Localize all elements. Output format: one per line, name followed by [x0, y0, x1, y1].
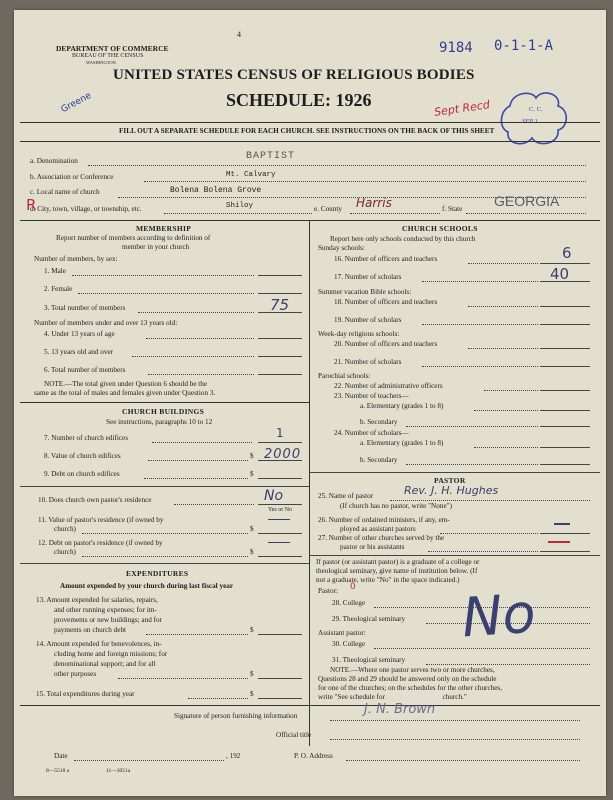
- membership-note-1: NOTE.—The total given under Question 6 should be the: [44, 380, 208, 388]
- q15-label: 15. Total expenditures during year: [36, 690, 135, 698]
- under-over-label: Number of members under and over 13 years old:: [34, 319, 178, 327]
- schools-title: CHURCH SCHOOLS: [402, 224, 478, 233]
- q8-value-label: 8. Value of church edifices: [44, 452, 121, 460]
- q6-total-label: 6. Total number of members: [44, 366, 126, 374]
- q13-line-3: provements or new buildings; and for: [54, 616, 162, 624]
- sunday-schools-label: Sunday schools:: [318, 244, 365, 252]
- q14-line-1: 14. Amount expended for benevolences, in-: [36, 640, 162, 648]
- department-label: DEPARTMENT OF COMMERCE: [56, 44, 169, 53]
- po-address-label: P. O. Address: [294, 752, 333, 760]
- buildings-subtitle: See instructions, paragraphs 10 to 12: [106, 418, 213, 426]
- q11-label-1: 11. Value of pastor's residence (if owned by: [38, 516, 164, 524]
- date-year: , 192: [226, 752, 241, 760]
- state-label: f. State: [442, 205, 463, 213]
- q24b-label: b. Secondary: [360, 456, 398, 464]
- association-value: Mt. Calvary: [226, 171, 276, 179]
- schedule-title: SCHEDULE: 1926: [226, 90, 372, 110]
- pastor-note-1: NOTE.—Where one pastor serves two or more churches,: [330, 666, 495, 674]
- q3-total-label: 3. Total number of members: [44, 304, 126, 312]
- schools-intro: Report here only schools conducted by this church: [330, 235, 476, 243]
- q14-line-4: other purposes: [54, 670, 97, 678]
- q3-total-value: 75: [270, 296, 290, 314]
- date-label: Date: [54, 752, 68, 760]
- q23a-label: a. Elementary (grades 1 to 8): [360, 402, 444, 410]
- signature-label: Signature of person furnishing information: [174, 712, 298, 720]
- q23b-label: b. Secondary: [360, 418, 398, 426]
- association-label: b. Association or Conference: [30, 173, 114, 181]
- membership-intro-2: member in your church: [122, 243, 190, 251]
- q20-label: 20. Number of officers and teachers: [334, 340, 438, 348]
- oval-stamp-date: SEP 1: [522, 118, 538, 125]
- local-name-label: c. Local name of church: [30, 188, 100, 196]
- bureau-label: BUREAU OF THE CENSUS: [72, 53, 144, 59]
- pastor-note-3: for one of the churches; on the schedules for the other churches,: [318, 684, 503, 692]
- q9-dollar-sign: $: [250, 470, 254, 478]
- city-town-label: d. City, town, village, or township, etc.: [30, 205, 142, 213]
- expenditures-subtitle: Amount expended by your church during last fiscal year: [60, 582, 234, 590]
- q10-residence-label: 10. Does church own pastor's residence: [38, 496, 152, 504]
- q25-pastor-name: Rev. J. H. Hughes: [404, 484, 499, 497]
- membership-note-2: same as the total of males and females given under Question 3.: [34, 389, 216, 397]
- membership-intro-1: Report number of members according to definition of: [56, 234, 211, 242]
- q1-male-label: 1. Male: [44, 267, 66, 275]
- buildings-title: CHURCH BUILDINGS: [122, 407, 205, 416]
- q23-label: 23. Number of teachers—: [334, 392, 409, 400]
- instruction-bar: FILL OUT A SEPARATE SCHEDULE FOR EACH CHURCH. SEE INSTRUCTIONS ON THE BACK OF THIS SHEET: [119, 127, 495, 135]
- local-name-value: Bolena Bolena Grove: [170, 186, 262, 195]
- q8-dollar-sign: $: [250, 452, 254, 460]
- q4-under-13-label: 4. Under 13 years of age: [44, 330, 115, 338]
- signature-value: J. N. Brown: [364, 702, 436, 717]
- pencil-note-left: Greene: [59, 90, 94, 116]
- form-title: UNITED STATES CENSUS OF RELIGIOUS BODIES: [113, 67, 475, 83]
- expenditures-title: EXPENDITURES: [126, 569, 189, 578]
- print-code: 11—3051a: [106, 768, 131, 774]
- q7-edifices-label: 7. Number of church edifices: [44, 434, 129, 442]
- form-code: 8—5518 a: [46, 768, 70, 774]
- stamp-code: 0-1-1-A: [494, 38, 554, 54]
- state-value: GEORGIA: [494, 193, 560, 209]
- stamp-number: 9184: [439, 40, 473, 56]
- q10-residence-value: No: [264, 488, 284, 504]
- q27-label-2: pastor or his assistants: [340, 543, 405, 551]
- city-town-value: Shiloy: [226, 202, 254, 210]
- pastor-red-mark: 0: [350, 582, 356, 592]
- q18-label: 18. Number of officers and teachers: [334, 298, 438, 306]
- q7-edifices-value: 1: [276, 426, 284, 440]
- q24a-label: a. Elementary (grades 1 to 8): [360, 439, 444, 447]
- q9-debt-label: 9. Debt on church edifices: [44, 470, 120, 478]
- q25-hint: (If church has no pastor, write "None"): [340, 502, 452, 510]
- q13-line-4: payments on church debt: [54, 626, 127, 634]
- census-schedule-sheet: [14, 10, 606, 796]
- membership-title: MEMBERSHIP: [136, 224, 192, 233]
- q13-line-2: and other running expenses; for im-: [54, 606, 157, 614]
- q13-line-1: 13. Amount expended for salaries, repairs,: [36, 596, 158, 604]
- q17-value: 40: [550, 265, 570, 283]
- members-by-sex-label: Number of members, by sex:: [34, 255, 118, 263]
- big-no-answer: No: [459, 581, 538, 650]
- denomination-label: a. Denomination: [30, 157, 78, 165]
- q22-label: 22. Number of administrative officers: [334, 382, 443, 390]
- q29-seminary-label: 29. Theological seminary: [332, 615, 406, 623]
- q16-label: 16. Number of officers and teachers: [334, 255, 438, 263]
- q11-label-2: church): [54, 525, 76, 533]
- oval-stamp-text: C. C.: [529, 106, 543, 113]
- assistant-pastor-subheading: Assistant pastor:: [318, 629, 366, 637]
- q24-label: 24. Number of scholars—: [334, 429, 409, 437]
- pastor-note-4: write "See schedule for church.": [318, 693, 467, 701]
- q12-dollar-sign: $: [250, 548, 254, 556]
- pastor-note-2: Questions 28 and 29 should be answered only on the schedule: [318, 675, 497, 683]
- summer-schools-label: Summer vacation Bible schools:: [318, 288, 412, 296]
- q14-line-2: cluding home and foreign missions; for: [54, 650, 168, 658]
- q21-label: 21. Number of scholars: [334, 358, 402, 366]
- graduate-note-1: If pastor (or assistant pastor) is a graduate of a college or: [316, 558, 480, 566]
- q14-line-3: denominational support; and for all: [54, 660, 156, 668]
- county-value: Harris: [356, 196, 392, 210]
- q17-label: 17. Number of scholars: [334, 273, 402, 281]
- q10-yes-no-hint: Yes or No: [268, 507, 293, 513]
- q5-over-13-label: 5. 13 years old and over: [44, 348, 114, 356]
- q12-label-2: church): [54, 548, 76, 556]
- q27-label-1: 27. Number of other churches served by the: [318, 534, 445, 542]
- margin-mark: R: [26, 196, 37, 214]
- q16-value: 6: [562, 244, 572, 262]
- q19-label: 19. Number of scholars: [334, 316, 402, 324]
- q30-college-label: 30. College: [332, 640, 366, 648]
- form-number: 4: [237, 30, 241, 39]
- graduate-note-3: not a graduate, write "No" in the space indicated.): [316, 576, 460, 584]
- q2-female-label: 2. Female: [44, 285, 73, 293]
- pastor-subheading: Pastor:: [318, 587, 338, 595]
- q8-value-amount: 2000: [264, 447, 302, 462]
- denomination-value: BAPTIST: [246, 151, 296, 162]
- city-label: WASHINGTON: [86, 60, 116, 65]
- q13-dollar-sign: $: [250, 626, 254, 634]
- q15-dollar-sign: $: [250, 690, 254, 698]
- county-label: e. County: [314, 205, 342, 213]
- q25-label: 25. Name of pastor: [318, 492, 374, 500]
- q14-dollar-sign: $: [250, 670, 254, 678]
- q26-label-2: ployed as assistant pastors: [340, 525, 416, 533]
- q26-label-1: 26. Number of ordained ministers, if any, em-: [318, 516, 450, 524]
- pencil-note-right: Sept Recd: [433, 98, 491, 119]
- weekday-schools-label: Week-day religious schools:: [318, 330, 400, 338]
- q28-college-label: 28. College: [332, 599, 366, 607]
- pastor-title: PASTOR: [434, 476, 466, 485]
- q12-label-1: 12. Debt on pastor's residence (if owned by: [38, 539, 163, 547]
- q31-seminary-label: 31. Theological seminary: [332, 656, 406, 664]
- parochial-schools-label: Parochial schools:: [318, 372, 371, 380]
- graduate-note-2: theological seminary, give name of institution below. (If: [316, 567, 478, 575]
- q11-dollar-sign: $: [250, 525, 254, 533]
- official-title-label: Official title: [276, 731, 312, 739]
